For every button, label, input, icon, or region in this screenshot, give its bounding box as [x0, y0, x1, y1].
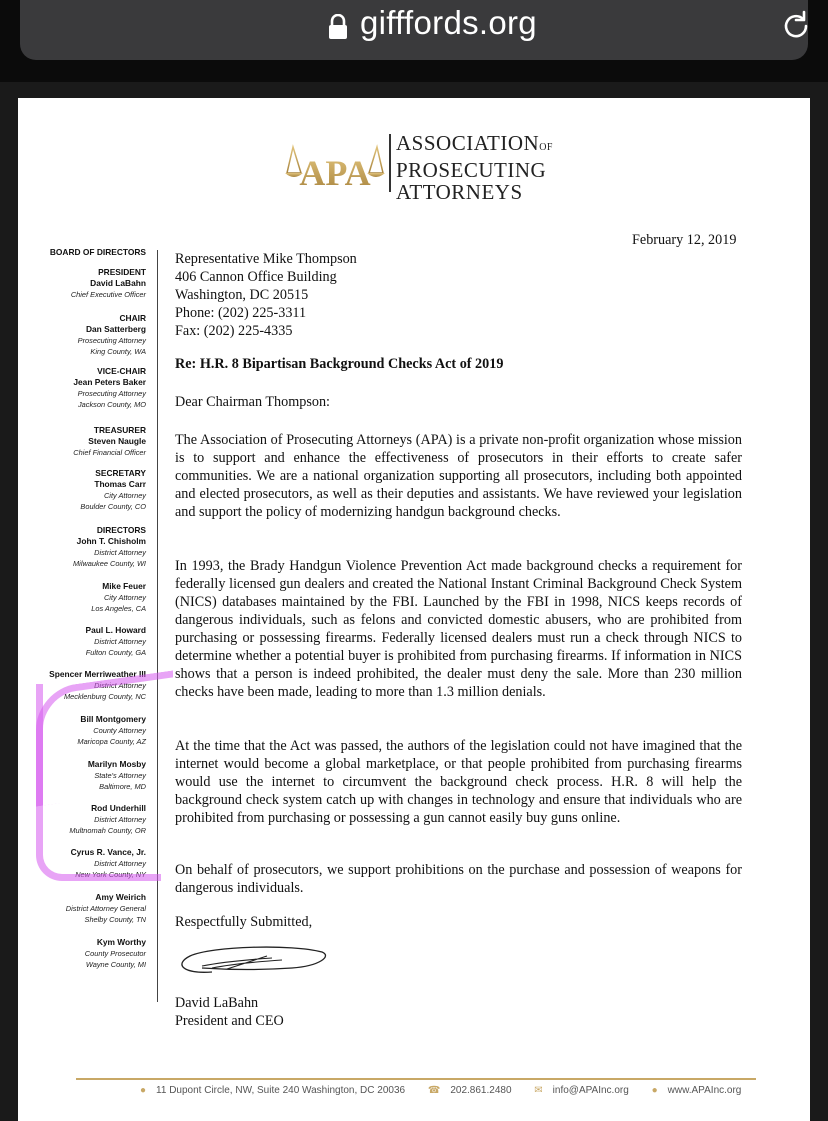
board-member-place: Baltimore, MD [99, 782, 146, 791]
globe-icon: ● [651, 1085, 658, 1096]
address-bar[interactable] [20, 0, 808, 60]
org-line1: ASSOCIATION [396, 131, 540, 155]
board-member-name: David LaBahn [90, 278, 146, 288]
board-heading: BOARD OF DIRECTORS [49, 247, 146, 257]
board-member-place: New York County, NY [75, 870, 146, 879]
body-paragraph: On behalf of prosecutors, we support prohibitions on the purchase and possession of weapons for dangerous individuals. [175, 862, 742, 896]
board-member-place: Milwaukee County, WI [73, 559, 146, 568]
reload-icon[interactable] [778, 8, 814, 44]
board-role: PRESIDENT [98, 267, 146, 277]
board-member-name: Cyrus R. Vance, Jr. [70, 847, 146, 857]
footer-contacts [140, 1085, 761, 1096]
signature [172, 938, 332, 986]
footer-email[interactable]: info@APAInc.org [552, 1085, 629, 1096]
address-line: Fax: (202) 225-4335 [175, 323, 293, 339]
org-name [396, 132, 553, 203]
closing: Respectfully Submitted, [175, 914, 313, 930]
board-member-title: District Attorney [94, 859, 146, 868]
board-member-name: Marilyn Mosby [87, 759, 146, 769]
board-member-place: Wayne County, MI [85, 960, 146, 969]
browser-chrome [0, 0, 828, 82]
board-member-title: Prosecuting Attorney [77, 336, 146, 345]
board-member-title: District Attorney [94, 681, 146, 690]
board-member-title: Chief Financial Officer [73, 448, 146, 457]
board-member-name: Mike Feuer [102, 581, 146, 591]
body-paragraph: In 1993, the Brady Handgun Violence Prevention Act made background checks a requirement for federally licensed gun dealers and created the National Instant Criminal Background Check System (NICS) databases maintained by the FBI. Launched by the FBI in 1998, NICS keeps records of dangerous individuals, such as felons and convicted domestic abusers, who are prohibited from purchasing or possessing firearms. Federally licensed dealers must run a check through NICS to determine whether a potential buyer is prohibited from purchasing firearms. If information in NICS shows that a person is indeed prohibited, the dealer must deny the sale. More than 230 million checks have been made, leading to more than 1.3 million denials. [175, 558, 742, 700]
board-member-name: Kym Worthy [96, 937, 146, 947]
board-role: DIRECTORS [96, 525, 146, 535]
lock-icon [327, 14, 349, 40]
board-member-name: Dan Satterberg [85, 324, 146, 334]
org-line1-suffix: OF [539, 142, 553, 153]
address-line: Phone: (202) 225-3311 [175, 305, 307, 321]
body-paragraph: The Association of Prosecuting Attorneys (APA) is a private non-profit organization whose mission is to support and enhance the effectiveness of prosecutors in their efforts to create safer communities. We are a national organization supporting all prosecutors, including both appointed and elected prosecutors, as well as their deputies and assistants. We have reviewed your legislation and support the policy of modernizing handgun background checks. [175, 432, 742, 520]
board-member-name: Thomas Carr [94, 479, 146, 489]
board-member-place: Jackson County, MO [77, 400, 146, 409]
board-member-title: County Attorney [93, 726, 146, 735]
board-member-place: Shelby County, TN [84, 915, 146, 924]
board-member-name: Amy Weirich [95, 892, 146, 902]
board-member-title: District Attorney General [65, 904, 146, 913]
subject-line: Re: H.R. 8 Bipartisan Background Checks Act of 2019 [175, 356, 504, 372]
address-line: Representative Mike Thompson [175, 251, 357, 267]
board-member-title: State's Attorney [94, 771, 146, 780]
envelope-icon: ✉ [534, 1085, 543, 1096]
recipient-address [175, 250, 357, 340]
board-role: VICE-CHAIR [97, 366, 146, 376]
url-text[interactable]: gifffords.org [360, 4, 537, 41]
footer-address: 11 Dupont Circle, NW, Suite 240 Washington, DC 20036 [156, 1085, 406, 1096]
address-line: Washington, DC 20515 [175, 287, 309, 303]
board-member-place: Los Angeles, CA [91, 604, 146, 613]
logo-letters: APA [299, 153, 371, 193]
board-member-name: Steven Naugle [88, 436, 146, 446]
board-member-place: Maricopa County, AZ [77, 737, 146, 746]
board-member-title: District Attorney [94, 815, 146, 824]
board-member-place: Boulder County, CO [80, 502, 146, 511]
footer-web[interactable]: www.APAInc.org [667, 1085, 742, 1096]
body-paragraph: At the time that the Act was passed, the authors of the legislation could not have imagined that the internet would become a global marketplace, or that people prohibited from purchasing firearms would use the internet to circumvent the background check process. H.R. 8 will help the background check system catch up with changes in technology and ensure that individuals who are prohibited from purchasing or possessing a gun cannot easily buy guns online. [175, 738, 742, 826]
sidebar-divider [157, 250, 158, 1002]
apa-logo [285, 133, 385, 193]
board-member-name: Rod Underhill [91, 803, 146, 813]
address-line: 406 Cannon Office Building [175, 269, 337, 285]
board-member-title: District Attorney [94, 548, 146, 557]
board-member-title: Chief Executive Officer [70, 290, 146, 299]
board-member-place: King County, WA [90, 347, 146, 356]
footer-phone[interactable]: 202.861.2480 [450, 1085, 512, 1096]
board-member-place: Mecklenburg County, NC [63, 692, 146, 701]
signer-block [175, 994, 284, 1030]
footer-rule [76, 1078, 756, 1080]
board-member-name: Paul L. Howard [85, 625, 146, 635]
board-member-place: Fulton County, GA [85, 648, 146, 657]
phone-icon: ☎ [427, 1085, 441, 1096]
location-pin-icon: ● [140, 1085, 147, 1096]
board-member-title: Prosecuting Attorney [77, 389, 146, 398]
letter-date: February 12, 2019 [632, 232, 737, 248]
board-member-name: Bill Montgomery [80, 714, 146, 724]
highlight-mark [36, 684, 161, 881]
board-member-name: John T. Chisholm [76, 536, 146, 546]
board-member-title: City Attorney [103, 593, 146, 602]
board-member-name: Spencer Merriweather III [49, 669, 146, 679]
board-member-title: District Attorney [94, 637, 146, 646]
org-line2: PROSECUTING [396, 158, 547, 182]
board-member-title: City Attorney [103, 491, 146, 500]
board-role: TREASURER [93, 425, 146, 435]
board-role: SECRETARY [95, 468, 146, 478]
board-member-name: Jean Peters Baker [73, 377, 146, 387]
board-role: CHAIR [119, 313, 146, 323]
logo-divider [389, 134, 391, 192]
org-line3: ATTORNEYS [396, 180, 523, 204]
salutation: Dear Chairman Thompson: [175, 394, 330, 410]
signer-name: David LaBahn [175, 995, 259, 1011]
signer-title: President and CEO [175, 1013, 284, 1029]
board-member-place: Multnomah County, OR [69, 826, 146, 835]
board-member-title: County Prosecutor [84, 949, 146, 958]
